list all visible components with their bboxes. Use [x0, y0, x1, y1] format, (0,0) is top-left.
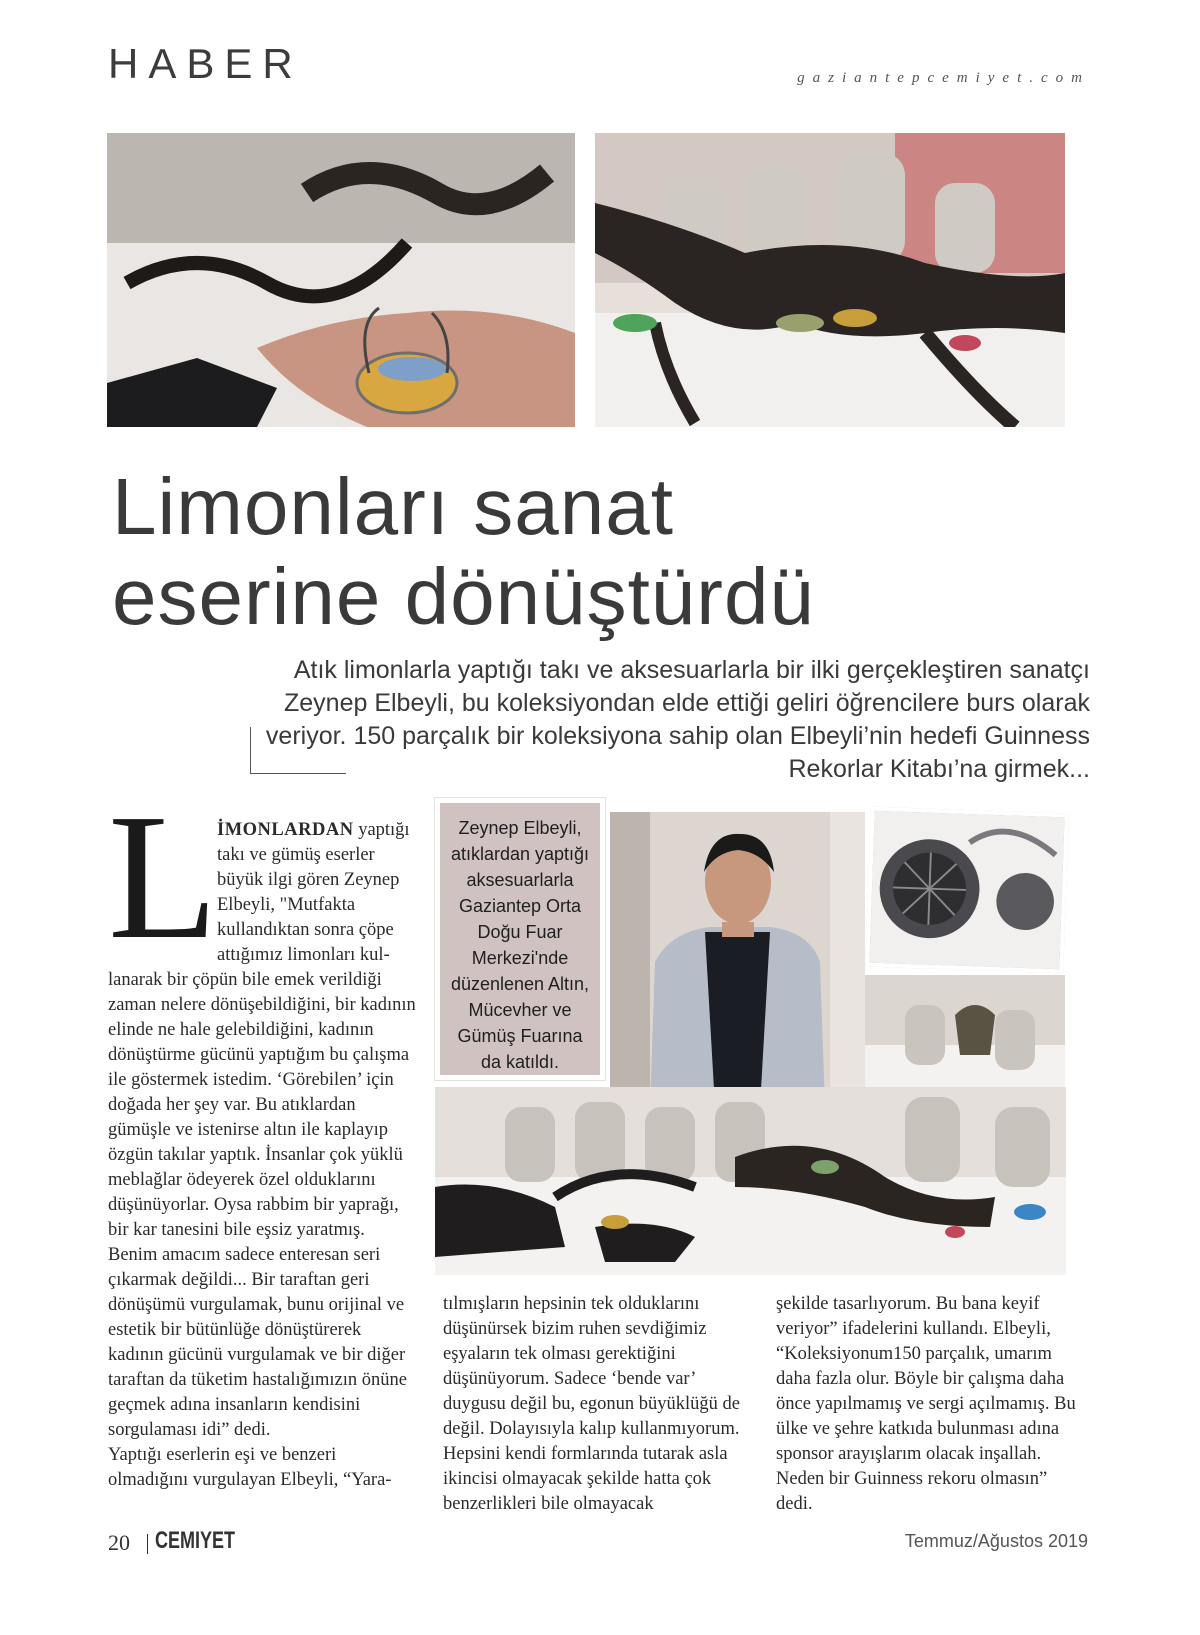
- photo-driftwood-display: [595, 133, 1065, 427]
- article-title-line2: eserine dönüştürdü: [112, 552, 815, 641]
- photo-display-table: [435, 1087, 1066, 1275]
- column-1-paragraph-1: lanarak bir çöpün bile emek verildiği zaman nelere dönüşebildiğini, bir kadının elinde ne hale gelebildiğini, kadının dönüştürme gücünü yaptığım bu çalışma ile göstermek istedim. ‘Görebilen’ için doğada her şey var. Bu atıklardan gümüşle ve istenirse altın ile kaplayıp özgün takılar yaptık. İnsanlar çok yüklü meblağlar ödeyerek özel olduklarını düşünüyorlar. Oysa rabbim bir yaprağı, bir kar tanesini bile eşsiz yaratmış. Benim amacım sadece enteresan seri çıkarmak değildi... Bir taraftan geri dönüşümü vurgulamak, bunu orijinal ve estetik bir bütünlüğe dönüştürerek kadının gücünü vurgulamak ve bir diğer taraftan da tüketim hastalığımızın önüne geçmek adına insanların kendisini sorgulaması idi” dedi.: [108, 970, 416, 1440]
- photo-hand-pendant: [107, 133, 575, 427]
- intro-caps: İMONLARDAN: [217, 820, 354, 840]
- section-label: HABER: [108, 40, 303, 87]
- drop-cap: L: [108, 777, 218, 976]
- magazine-name: CEMIYET: [155, 1527, 236, 1554]
- website-url[interactable]: gaziantepcemiyet.com: [797, 70, 1090, 86]
- article-title-line1: Limonları sanat: [112, 462, 674, 551]
- article-column-3: [776, 1292, 1086, 1517]
- column-1-paragraph-2: Yaptığı eserlerin eşi ve benzeri olmadığını vurgulayan Elbeyli, “Yara-: [108, 1445, 392, 1490]
- lead-rule-horizontal: [250, 773, 346, 774]
- column-2-text: tılmışların hepsinin tek olduklarını düşünürsek bizim ruhen sevdiğimiz eşyaların tek olması gerektiğini düşünüyorum. Sadece ‘bende var’ duygusu değil bu, egonun büyüklüğü de değil. Dolayısıyla kalıp kullanmıyorum. Hepsini kendi formlarında tutarak asla ikincisi olmayacak şekilde hatta çok benzerlikleri bile olmayacak: [443, 1294, 741, 1514]
- lead-rule-vertical: [250, 727, 251, 773]
- column-3-text: şekilde tasarlıyorum. Bu bana keyif veriyor” ifadelerini kullandı. Elbeyli, “Koleksiyonum150 parçalık, umarım daha fazla olur. Böyle bir çalışma daha önce yapılmamış ve sergi açılmamış. Bu ülke ve şehre katkıda bulunması adına sponsor arayışlarım olacak inşallah. Neden bir Guinness rekoru olmasın” dedi.: [776, 1294, 1076, 1514]
- page-number: 20: [108, 1530, 130, 1555]
- photo-caption: Zeynep Elbeyli, atıklardan yaptığı aksesuarlarla Gaziantep Orta Doğu Fuar Merkezi'nde düzenlenen Altın, Mücevher ve Gümüş Fuarına da katıldı.: [435, 798, 605, 1080]
- photo-artist-portrait: [610, 812, 865, 1107]
- article-intro: [217, 818, 423, 968]
- article-column-2: [443, 1292, 753, 1517]
- photo-lemon-brooch: [865, 807, 1068, 974]
- article-title: [112, 462, 1092, 642]
- intro-text: yaptığı takı ve gümüş eserler büyük ilgi gören Zeynep Elbeyli, "Mutfakta kullandıktan sonra çöpe attığımız limonları kul-: [217, 820, 410, 965]
- article-column-1: [108, 968, 418, 1493]
- article-lead: Atık limonlarla yaptığı takı ve aksesuarlarla bir ilki gerçekleştiren sanatçı Zeynep Elbeyli, bu koleksiyondan elde ettiği geliri öğrencilere burs olarak veriyor. 150 parçalık bir koleksiyona sahip olan Elbeyli’nin hedefi Guinness Rekorlar Kitabı’na girmek...: [265, 656, 1090, 783]
- issue-date: Temmuz/Ağustos 2019: [904, 1531, 1088, 1551]
- footer-divider: [147, 1534, 148, 1554]
